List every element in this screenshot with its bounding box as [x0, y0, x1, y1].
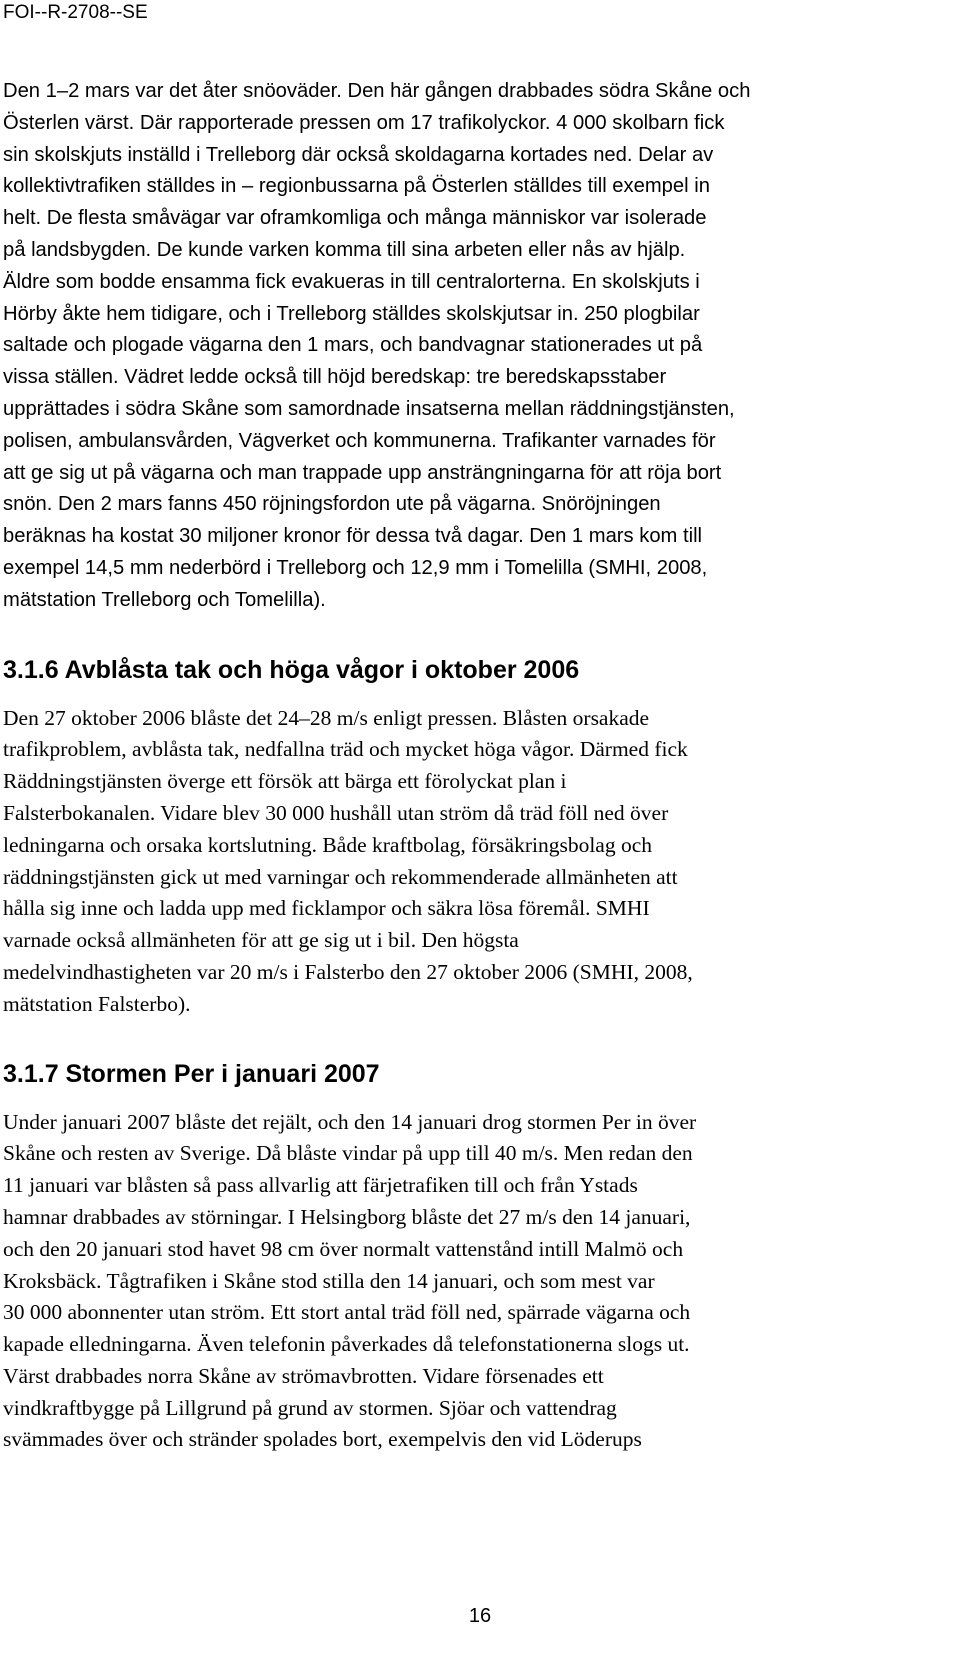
paragraph-storm-per-2007: Under januari 2007 blåste det rejält, och den 14 januari drog stormen Per in över Skåne och resten av Sverige. Då blåste vindar på upp till 40 m/s. Men redan den 11 januari var blåsten så pass allvarlig att färjetrafiken till och från Ystads hamnar drabbades av störningar. I Helsingborg blåste det 27 m/s den 14 januari, och den 20 januari stod havet 98 cm över normalt vattenstånd intill Malmö och Kroksbäck. Tågtrafiken i Skåne stod stilla den 14 januari, och som mest var 30 000 abonnenter utan ström. Ett stort antal träd föll ned, spärrade vägarna och kapade elledningarna. Även telefonin påverkades då telefonstationerna slogs ut. Värst drabbades norra Skåne av strömavbrotten. Vidare försenades ett vindkraftbygge på Lillgrund på grund av stormen. Sjöar och vattendrag svämmades över och stränder spolades bort, exempelvis den vid Löderups: [3, 1109, 697, 1452]
spacer: [0, 1021, 950, 1058]
document-body: [0, 76, 950, 1456]
spacer: [0, 686, 950, 703]
section-heading-3-1-7: 3.1.7 Stormen Per i januari 2007: [3, 1059, 380, 1088]
paragraph-snow-storm-march: Den 1–2 mars var det åter snöoväder. Den här gången drabbades södra Skåne och Österlen värst. Där rapporterade pressen om 17 trafikolyckor. 4 000 skolbarn fick sin skolskjuts inställd i Trelleborg där också skoldagarna kortades ned. Delar av kollektivtrafiken ställdes in – regionbussarna på Österlen ställdes till exempel in helt. De flesta småvägar var oframkomliga och många människor var isolerade på landsbygden. De kunde varken komma till sina arbeten eller nås av hjälp. Äldre som bodde ensamma fick evakueras in till centralorterna. En skolskjuts i Hörby åkte hem tidigare, och i Trelleborg ställdes skolskjutsar in. 250 plogbilar saltade och plogade vägarna den 1 mars, och bandvagnar stationerades ut på vissa ställen. Vädret ledde också till höjd beredskap: tre beredskapsstaber upprättades i södra Skåne som samordnade insatserna mellan räddningstjänsten, polisen, ambulansvården, Vägverket och kommunerna. Trafikanter varnades för att ge sig ut på vägarna och man trappade upp ansträngningarna för att röja bort snön. Den 2 mars fanns 450 röjningsfordon ute på vägarna. Snöröjningen beräknas ha kostat 30 miljoner kronor för dessa två dagar. Den 1 mars kom till exempel 14,5 mm nederbörd i Trelleborg och 12,9 mm i Tomelilla (SMHI, 2008, mätstation Trelleborg och Tomelilla).: [3, 80, 751, 611]
spacer: [0, 1090, 950, 1107]
section-heading-3-1-6: 3.1.6 Avblåsta tak och höga vågor i oktober 2006: [3, 655, 580, 684]
document-id-header: FOI--R-2708--SE: [3, 2, 148, 23]
spacer: [0, 617, 950, 654]
paragraph-october-2006-storm: Den 27 oktober 2006 blåste det 24–28 m/s enligt pressen. Blåsten orsakade trafikproblem, avblåsta tak, nedfallna träd och mycket höga vågor. Därmed fick Räddningstjänsten överge ett försök att bärga ett förolyckat plan i Falsterbokanalen. Vidare blev 30 000 hushåll utan ström då träd föll ned över ledningarna och orsaka kortslutning. Både kraftbolag, försäkringsbolag och räddningstjänsten gick ut med varningar och rekommenderade allmänheten att hålla sig inne och ladda upp med ficklampor och säkra lösa föremål. SMHI varnade också allmänheten för att ge sig ut i bil. Den högsta medelvindhastigheten var 20 m/s i Falsterbo den 27 oktober 2006 (SMHI, 2008, mätstation Falsterbo).: [3, 705, 693, 1016]
page-number: 16: [468, 1605, 492, 1627]
